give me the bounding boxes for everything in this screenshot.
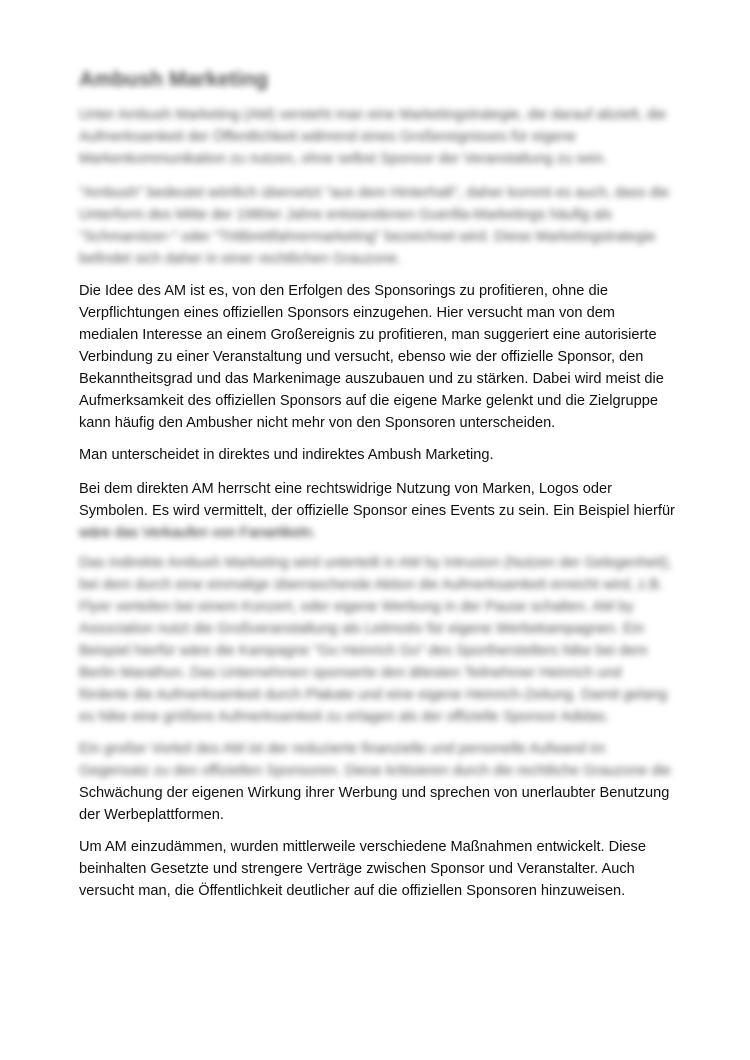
ambush-definition-paragraph-blurred: "Ambush" bedeutet wörtlich übersetzt "aus dem Hinterhalt", daher kommt es auch, dass die Unterform des Mitte der 1980er Jahre entstandenen Guerilla-Marketings häufig als "Schmarotzer-" oder "Trittbrettfahrermarketing" bezeichnet wird. Diese Marketingstrategie befindet sich daher in einer rechtlichen Grauzone.: [79, 185, 670, 267]
measures-paragraph: Um AM einzudämmen, wurden mittlerweile verschiedene Maßnahmen entwickelt. Diese beinhalten Gesetzte und strengere Verträge zwischen Sponsor und Veranstalter. Auch versucht man, die Öffentlichkeit deutlicher auf die offiziellen Sponsoren hinzuweisen.: [79, 839, 646, 899]
advantage-paragraph-blurred: Ein großer Vorteil des AM ist der reduzierte finanzielle und personelle Aufwand im Gegensatz zu den offiziellen Sponsoren. Diese kritisieren durch die rechtliche Grauzone die: [79, 741, 671, 779]
idea-paragraph: Die Idee des AM ist es, von den Erfolgen des Sponsorings zu profitieren, ohne die Verpflichtungen eines offiziellen Sponsors einzugehen. Hier versucht man von dem medialen Interesse an einem Großereignis zu profitieren, man suggeriert eine autorisierte Verbindung zu einer Veranstaltung und versucht, ebenso wie der offizielle Sponsor, den Bekanntheitsgrad und das Markenimage auszubauen und zu stärken. Dabei wird meist die Aufmerksamkeit des offiziellen Sponsors auf die eigene Marke gelenkt und die Zielgruppe kann häufig den Ambusher nicht mehr von den Sponsoren unterscheiden.: [79, 283, 664, 431]
intro-paragraph-blurred: Unter Ambush Marketing (AM) versteht man eine Marketingstrategie, die darauf abzielt, die Aufmerksamkeit der Öffentlichkeit während eines Großereignisses für eigene Markenkommunikation zu nutzen, ohne selbst Sponsor der Veranstaltung zu sein.: [79, 107, 667, 167]
advantage-paragraph-tail: Schwächung der eigenen Wirkung ihrer Werbung und sprechen von unerlaubter Benutzung der Werbeplattformen.: [79, 785, 670, 823]
direct-am-paragraph: Bei dem direkten AM herrscht eine rechtswidrige Nutzung von Marken, Logos oder Symbolen. Es wird vermittelt, der offizielle Sponsor eines Events zu sein. Ein Beispiel hierfür wäre das Verkaufen von Fanartikeln.: [79, 481, 675, 541]
document-title: Ambush Marketing: [79, 68, 269, 91]
indirect-am-paragraph-blurred: Das indirekte Ambush Marketing wird unterteilt in AM by Intrusion (Nutzen der Gelegenheit), bei dem durch eine einmalige überraschende Aktion die Aufmerksamkeit erreicht wird, z.B. Flyer verteilen bei einem Konzert, oder eigene Werbung in der Pause schalten. AM by Association nutzt die Großveranstaltung als Leitmotiv für eigene Werbekampagnen. Ein Beispiel hierfür wäre die Kampagne "Go Heinrich Go" des Sportherstellers Nike bei dem Berlin Marathon. Das Unternehmen sponserte den ältesten Teilnehmer Heinrich und förderte die Aufmerksamkeit durch Plakate und eine eigene Heinrich-Zeitung. Damit gelang es Nike eine größere Aufmerksamkeit zu erlagen als der offizielle Sponsor Adidas.: [79, 555, 672, 725]
types-paragraph: Man unterscheidet in direktes und indirektes Ambush Marketing.: [79, 447, 494, 463]
